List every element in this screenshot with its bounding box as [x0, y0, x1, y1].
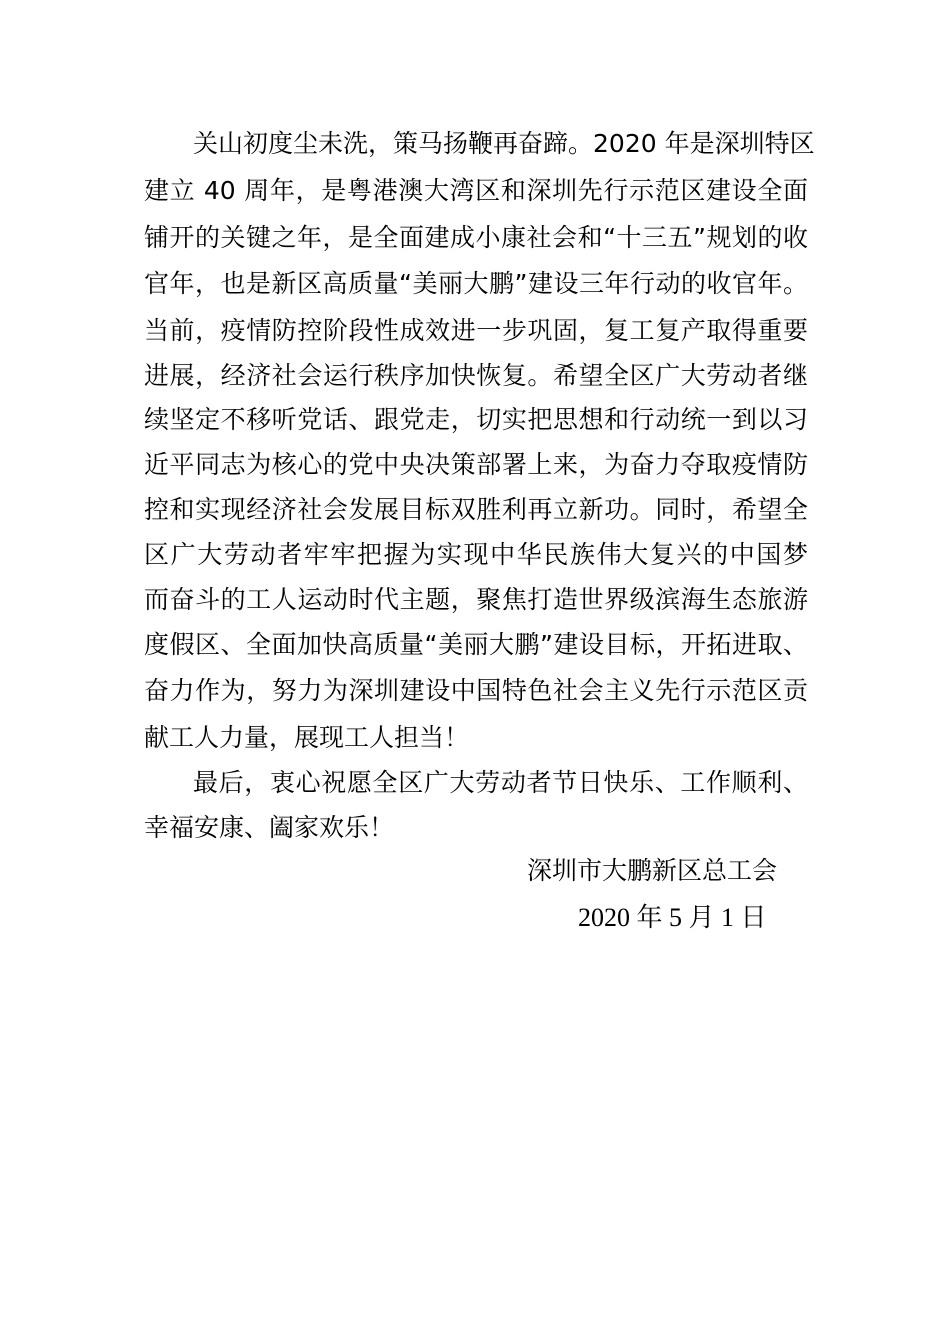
- text-line: 官年，也是新区高质量“美丽大鹏”建设三年行动的收官年。: [144, 269, 808, 298]
- text-line: 而奋斗的工人运动时代主题，聚焦打造世界级滨海生态旅游: [144, 585, 808, 614]
- text-line: 区广大劳动者牢牢把握为实现中华民族伟大复兴的中国梦: [144, 540, 808, 569]
- text-line: 幸福安康、阖家欢乐！: [144, 813, 395, 842]
- text-line: 当前，疫情防控阶段性成效进一步巩固，复工复产取得重要: [144, 316, 808, 345]
- text-line: 建立 40 周年，是粤港澳大湾区和深圳先行示范区建设全面: [144, 176, 808, 205]
- text-line: 献工人力量，展现工人担当！: [144, 723, 470, 752]
- signature-date: 2020 年 5 月 1 日: [578, 903, 767, 932]
- text-line: 最后，衷心祝愿全区广大劳动者节日快乐、工作顺利、: [193, 768, 808, 797]
- text-line: 控和实现经济社会发展目标双胜利再立新功。同时，希望全: [144, 495, 808, 524]
- text-line: 关山初度尘未洗，策马扬鞭再奋蹄。2020 年是深圳特区: [193, 129, 815, 158]
- text-line: 近平同志为核心的党中央决策部署上来，为奋力夺取疫情防: [144, 450, 808, 479]
- signature-organization: 深圳市大鹏新区总工会: [527, 856, 778, 885]
- text-line: 度假区、全面加快高质量“美丽大鹏”建设目标，开拓进取、: [144, 630, 808, 659]
- text-line: 续坚定不移听党话、跟党走，切实把思想和行动统一到以习: [144, 405, 808, 434]
- text-line: 铺开的关键之年，是全面建成小康社会和“十三五”规划的收: [144, 223, 808, 252]
- text-line: 进展，经济社会运行秩序加快恢复。希望全区广大劳动者继: [144, 361, 808, 390]
- text-line: 奋力作为，努力为深圳建设中国特色社会主义先行示范区贡: [144, 676, 808, 705]
